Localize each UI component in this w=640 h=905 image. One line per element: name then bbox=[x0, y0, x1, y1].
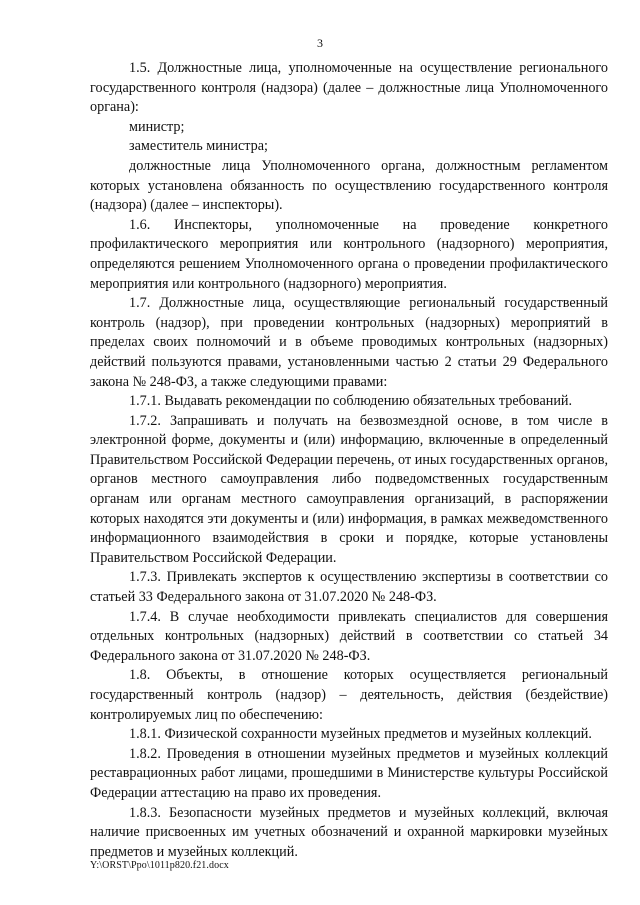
paragraph-1-8-1: 1.8.1. Физической сохранности музейных предметов и музейных коллекций. bbox=[129, 726, 592, 743]
paragraph-1-7-3: 1.7.3. Привлекать экспертов к осуществлению экспертизы в соответствии со статьей 33 Федерального закона от 31.07.2020 № 248-ФЗ. bbox=[90, 569, 608, 606]
paragraph-1-7-4: 1.7.4. В случае необходимости привлекать специалистов для совершения отдельных контрольных (надзорных) действий в соответствии со статьей 34 Федерального закона от 31.07.2020 № 248-ФЗ. bbox=[90, 608, 608, 664]
paragraph-1-8-2: 1.8.2. Проведения в отношении музейных предметов и музейных коллекций реставрационных работ лицами, прошедшими в Министерстве культуры Российской Федерации аттестацию на право их проведения. bbox=[90, 745, 608, 801]
paragraph-deputy-minister: заместитель министра; bbox=[129, 138, 268, 155]
paragraph-1-6: 1.6. Инспекторы, уполномоченные на проведение конкретного профилактического мероприятия или контрольного (надзорного) мероприятия, определяются решением Уполномоченного органа о проведении профилактического мероприятия или контрольного (надзорного) мероприятия. bbox=[90, 216, 608, 292]
paragraph-1-7-2: 1.7.2. Запрашивать и получать на безвозмездной основе, в том числе в электронной форме, документы и (или) информацию, включенные в определенный Правительством Российской Федерации перечень, от иных государственных органов, органов местного самоуправления либо подведомственных государственным органам или органам местного самоуправления организаций, в распоряжении которых находятся эти документы и (или) информация, в рамках межведомственного информационного взаимодействия в сроки и порядке, которые установлены Правительством Российской Федерации. bbox=[90, 412, 608, 566]
paragraph-1-5: 1.5. Должностные лица, уполномоченные на осуществление регионального государственного контроля (надзора) (далее – должностные лица Уполномоченного органа): bbox=[90, 60, 608, 116]
paragraph-officials: должностные лица Уполномоченного органа, должностным регламентом которых установлена обязанность по осуществлению государственного контроля (надзора) (далее – инспекторы). bbox=[90, 157, 608, 214]
paragraph-minister: министр; bbox=[129, 118, 185, 135]
paragraph-1-8-3: 1.8.3. Безопасности музейных предметов и музейных коллекций, включая наличие присвоенных им учетных обозначений и охранной маркировки музейных предметов и музейных коллекций. bbox=[90, 804, 608, 860]
paragraph-1-7-1: 1.7.1. Выдавать рекомендации по соблюдению обязательных требований. bbox=[129, 393, 573, 410]
paragraph-1-7: 1.7. Должностные лица, осуществляющие региональный государственный контроль (надзор), при проведении контрольных (надзорных) мероприятий в пределах своих полномочий и в объеме проводимых контрольных (надзорных) действий пользуются правами, установленными частью 2 статьи 29 Федерального закона № 248-ФЗ, а также следующими правами: bbox=[90, 295, 608, 390]
page-number: 3 bbox=[317, 36, 323, 50]
document-body bbox=[90, 59, 608, 862]
footer-file-path: Y:\ORST\Ppo\1011p820.f21.docx bbox=[90, 860, 229, 871]
paragraph-1-8: 1.8. Объекты, в отношение которых осуществляется региональный государственный контроль (надзор) – деятельность, действия (бездействие) контролируемых лиц по обеспечению: bbox=[90, 667, 608, 723]
